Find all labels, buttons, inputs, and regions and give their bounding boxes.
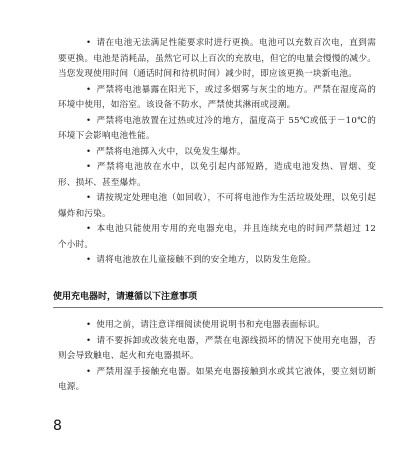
bullet: • xyxy=(86,255,92,265)
list-item xyxy=(58,160,376,191)
list-item-text: 严禁将电池放在水中，以免引起内部短路，造成电池发热、冒烟、变形、损坏、甚至爆炸。 xyxy=(58,162,376,188)
bullet: • xyxy=(86,146,92,157)
list-item-text: 使用之前，请注意详细阅读使用说明书和充电器表面标识。 xyxy=(96,320,325,330)
bullet: • xyxy=(86,335,92,346)
battery-precautions-list xyxy=(58,36,376,269)
list-item-text: 请按规定处理电池（如回收），不可将电池作为生活垃圾处理，以免引起爆炸和污染。 xyxy=(58,193,376,219)
list-item xyxy=(58,334,376,365)
list-item xyxy=(58,191,376,222)
bullet: • xyxy=(86,366,92,377)
list-item xyxy=(58,365,376,396)
list-item xyxy=(58,253,376,269)
list-item xyxy=(58,83,376,114)
list-item-text: 请将电池放在儿童接触不到的安全地方，以防发生危险。 xyxy=(96,255,317,265)
list-item-text: 严禁用湿手接触充电器。如果充电器接触到水或其它液体，要立刻切断电源。 xyxy=(58,366,376,392)
list-item xyxy=(58,114,376,145)
list-item xyxy=(58,222,376,253)
list-item xyxy=(58,36,376,83)
list-item xyxy=(58,145,376,161)
bullet: • xyxy=(86,320,92,330)
list-item-text: 本电池只能使用专用的充电器充电，并且连续充电的时间严禁超过 12 个小时。 xyxy=(58,224,376,250)
bullet: • xyxy=(86,84,92,95)
list-item xyxy=(58,318,376,334)
bullet: • xyxy=(86,224,92,234)
list-item-text: 请在电池无法满足性能要求时进行更换。电池可以充数百次电，直到需要更换。电池是消耗品，虽然它可以上百次的充放电，但它的电量会慢慢的减少。当您发现使用时间（通话时间和待机时间）减少时，即应该更换一块新电池。 xyxy=(58,38,376,79)
bullet: • xyxy=(86,38,92,48)
bullet: • xyxy=(86,162,92,172)
charger-section-heading: 使用充电器时，请遵循以下注意事项 xyxy=(53,290,383,308)
bullet: • xyxy=(86,193,92,203)
list-item-text: 严禁将电池放置在过热或过冷的地方，温度高于 55℃或低于－10℃的环境下会影响电池性能。 xyxy=(58,115,376,141)
charger-precautions-list xyxy=(58,318,376,396)
list-item-text: 严禁将电池暴露在阳光下，或过多烟雾与灰尘的地方。严禁在湿度高的环境中使用，如浴室。该设备不防水，严禁使其淋雨或浸潮。 xyxy=(58,84,376,110)
bullet: • xyxy=(86,115,92,126)
list-item-text: 请不要拆卸或改装充电器，严禁在电源线损坏的情况下使用充电器，否则会导致触电、起火和充电器损坏。 xyxy=(58,335,376,361)
list-item-text: 严禁将电池掷入火中，以免发生爆炸。 xyxy=(96,146,246,157)
page-number: 8 xyxy=(53,418,62,434)
